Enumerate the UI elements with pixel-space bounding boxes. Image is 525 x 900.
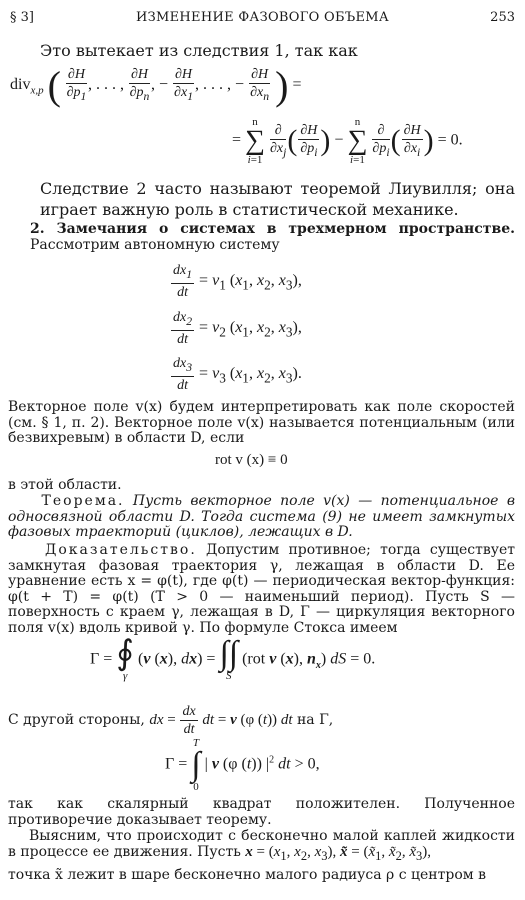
proof [8, 543, 515, 636]
paragraph-intro: Это вытекает из следствия 1, так как [40, 41, 358, 60]
system-eq-3: $\frac{dx_3}{dt}$ = $v_3$ ($x_1$, $x_2$, $x_3$). [173, 356, 302, 393]
section-mark: § 3] [10, 10, 34, 25]
running-header [10, 10, 515, 30]
formula-rot: rot v (x) ≡ 0 [215, 452, 288, 468]
paragraph-other-side: С другой стороны, dx = $\frac{dx}{dt}$ dt = v (φ (t)) dt на Γ, [8, 704, 334, 737]
drop-text: Выясним, что происходит с бесконечно малой каплей жидкости в процессе ее движения. Пусть [8, 828, 515, 860]
formula-divergence: div$_{x,p}$ ( $\frac{\partial H}{\partial p_1}$ , . . . , $\frac{\partial H}{\partial p_n}$ , − $\frac{\partial H}{\partial x_1}$ , . . . , − $\frac{\partial H}{\partial x_n}$ ) = [10, 63, 302, 108]
paragraph-drop: Выясним, что происходит с бесконечно малой каплей жидкости в процессе ее движения. Пусть $x = (x_1$, $x_2$, $x_3$), x̃ = ($x̃_1$, $x̃_2$, $x̃_3$), [8, 828, 515, 863]
other-side-tail: на Γ, [296, 711, 334, 728]
paragraph-point: точка x̃ лежит в шаре бесконечно малого радиуса ρ с центром в [8, 867, 486, 883]
system-eq-1: $\frac{dx_1}{dt}$ = $v_1$ ($x_1$, $x_2$, $x_3$), [173, 263, 302, 300]
theorem-label: Теорема. [41, 493, 125, 509]
formula-stokes: Γ = ∮ γ (v (x), dx) = ∫∫ S (rot v (x), $n_x$) dS = 0. [90, 635, 376, 682]
section-2-heading [30, 222, 515, 253]
paragraph-potential-field: Векторное поле v(x) будем интерпретировать как поле скоростей (см. § 1, п. 2). Векторное поле v(x) называется потенциальным (или безвихревым) в области D, если [8, 399, 515, 446]
paragraph-liouville: Следствие 2 часто называют теоремой Лиувилля; она играет важную роль в статистической механике. [40, 179, 515, 219]
other-side-label: С другой стороны, [8, 711, 145, 728]
running-title: ИЗМЕНЕНИЕ ФАЗОВОГО ОБЪЕМА [135, 10, 390, 25]
theorem-text: Пусть векторное поле v(x) — потенциальное в односвязной области D. Тогда система (9) не имеет замкнутых фазовых траекторий (циклов), лежащих в D. [8, 493, 515, 540]
proof-text: Допустим противное; тогда существует замкнутая фазовая траектория γ, лежащая в области D. Ее уравнение есть x = φ(t), где φ(t) — периодическая вектор-функция: φ(t + T) = φ(t) (T > 0 — наименьший период). Пусть S — поверхность с краем γ, лежащая в D, Γ — циркуляция векторного поля v(x) вдоль кривой γ. По формуле Стокса имеем [8, 542, 515, 636]
section-2-intro: Рассмотрим автономную систему [30, 236, 280, 253]
formula-gamma-positive: Γ = T ∫ 0 | v (φ (t)) $|^2$ dt > 0, [165, 737, 320, 793]
proof-label: Доказательство. [44, 542, 197, 558]
theorem [8, 494, 515, 541]
section-2-title: 2. Замечания о системах в трехмерном пространстве. [30, 221, 515, 237]
formula-divergence-sum: = n ∑ i=1 $\frac{\partial}{\partial x_j}$ ( $\frac{\partial H}{\partial p_i}$ ) − n ∑ i=1 $\frac{\partial}{\partial p_i}$ ( $\frac{\partial H}{\partial x_i}$ ) = 0. [232, 116, 463, 166]
system-eq-2: $\frac{dx_2}{dt}$ = $v_2$ ($x_1$, $x_2$, $x_3$), [173, 310, 302, 347]
page-number: 253 [490, 10, 515, 25]
paragraph-contradiction: так как скалярный квадрат положителен. Полученное противоречие доказывает теорему. [8, 796, 515, 828]
paragraph-region: в этой области. [8, 477, 122, 493]
